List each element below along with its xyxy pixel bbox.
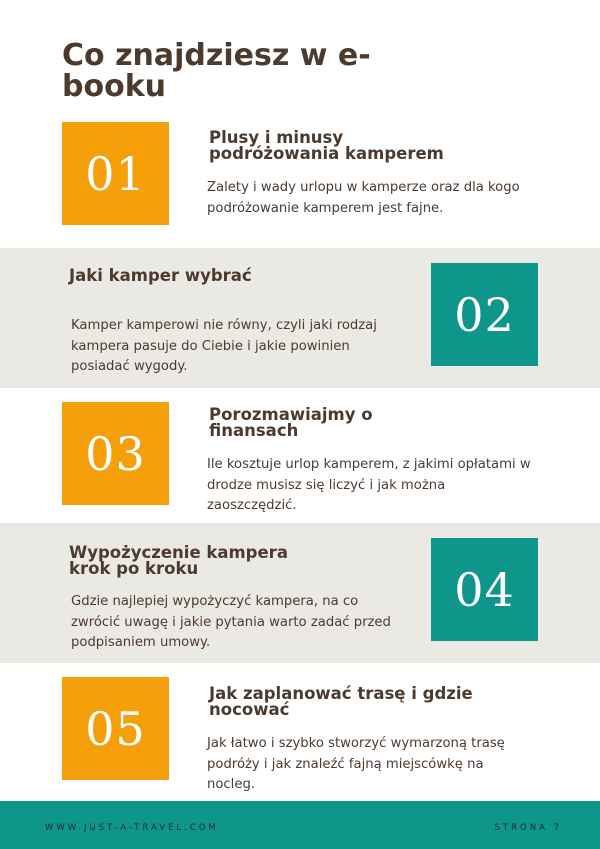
section-heading: Porozmawiajmy o finansach (209, 405, 373, 440)
page-title: Co znajdziesz w e-booku (62, 38, 371, 104)
footer-url: WWW.JUST-A-TRAVEL.COM (45, 823, 219, 833)
section-number-box (62, 122, 169, 225)
section-heading: Plusy i minusy podróżowania kamperem (209, 128, 444, 163)
section-description: Kamper kamperowi nie równy, czyli jaki rodzaj kampera pasuje do Ciebie i jakie powinien posiadać wygody. (71, 318, 377, 374)
section-description: Ile kosztuje urlop kamperem, z jakimi opłatami w drodze musisz się liczyć i jak można zaoszczędzić. (207, 457, 531, 513)
page-number: STRONA 7 (494, 823, 562, 833)
footer-bar (0, 801, 600, 849)
section-description: Jak łatwo i szybko stworzyć wymarzoną trasę podróży i jak znaleźć fajną miejscówkę na nocleg. (207, 736, 505, 792)
section-number: 04 (454, 562, 515, 617)
section-heading: Jaki kamper wybrać (69, 266, 252, 285)
section-heading: Wypożyczenie kampera krok po kroku (69, 543, 288, 578)
section-heading: Jak zaplanować trasę i gdzie nocować (209, 684, 473, 719)
section-number-box (62, 402, 169, 505)
section-description: Gdzie najlepiej wypożyczyć kampera, na co zwrócić uwagę i jakie pytania warto zadać przed podpisaniem umowy. (71, 594, 391, 650)
section-number: 03 (85, 426, 146, 481)
section-number-box (62, 677, 169, 780)
section-number: 01 (85, 146, 146, 201)
section-number-box (431, 263, 538, 366)
section-description: Zalety i wady urlopu w kamperze oraz dla kogo podróżowanie kamperem jest fajne. (207, 180, 520, 216)
section-number: 05 (85, 701, 146, 756)
section-number-box (431, 538, 538, 641)
section-number: 02 (454, 287, 515, 342)
